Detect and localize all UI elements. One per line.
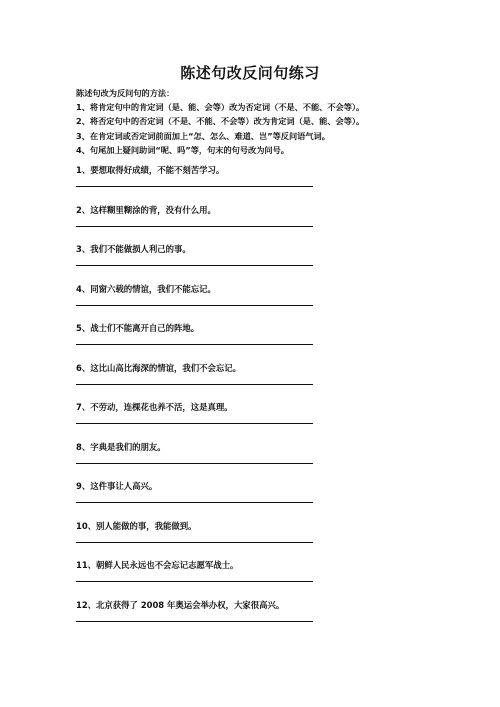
answer-line[interactable] [76,502,313,503]
question-text: 11、朝鲜人民永远也不会忘记志愿军战士。 [76,560,239,570]
question-text: 7、不劳动，连棵花也养不活，这是真理。 [76,402,233,412]
answer-line[interactable] [76,621,313,622]
question-text: 2、这样糊里糊涂的背，没有什么用。 [76,204,216,215]
method-rule: 3、在肯定词或否定词前面加上“怎、怎么、难道、岂”等反问语气词。 [76,130,330,141]
question-text: 5、战士们不能离开自己的阵地。 [76,323,200,333]
answer-line[interactable] [76,305,313,306]
answer-line[interactable] [76,463,313,464]
question-item [76,164,436,204]
method-rule: 4、句尾加上疑问助词“呢、吗”等，句末的句号改为问号。 [76,144,289,155]
answer-line[interactable] [76,226,313,227]
question-text: 3、我们不能做损人利己的事。 [76,244,191,254]
question-item [76,362,436,402]
method-rule: 2、将否定句中的否定词（不是、不能、不会等）改为肯定词（是、能、会等）。 [76,116,365,127]
question-text: 8、字典是我们的朋友。 [76,441,166,452]
answer-line[interactable] [76,581,313,582]
method-rule: 1、将肯定句中的肯定词（是、能、会等）改为否定词（不是、不能、不会等）。 [76,102,365,113]
question-list [76,164,436,638]
question-item [76,243,436,283]
page-title: 陈述句改反问句练习 [180,64,320,82]
question-text: 9、这件事让人高兴。 [76,481,158,491]
question-item [76,520,436,560]
method-section [76,86,436,157]
answer-line[interactable] [76,265,313,266]
question-item [76,204,436,244]
question-text: 1、要想取得好成绩，不能不刻苦学习。 [76,165,225,175]
question-text: 10、别人能做的事，我能做到。 [76,520,197,531]
question-text: 6、这比山高比海深的情谊，我们不会忘记。 [76,362,241,373]
question-item [76,480,436,520]
answer-line[interactable] [76,344,313,345]
answer-line[interactable] [76,423,313,424]
question-item [76,322,436,362]
question-text: 4、同窗六载的情谊，我们不能忘记。 [76,283,216,294]
question-item [76,599,436,639]
question-text: 12、北京获得了 2008 年奥运会举办权，大家很高兴。 [76,599,285,610]
method-heading: 陈述句改为反问句的方法： [76,88,175,98]
answer-line[interactable] [76,542,313,543]
question-item [76,441,436,481]
question-item [76,283,436,323]
answer-line[interactable] [76,186,313,187]
question-item [76,401,436,441]
answer-line[interactable] [76,384,313,385]
question-item [76,559,436,599]
